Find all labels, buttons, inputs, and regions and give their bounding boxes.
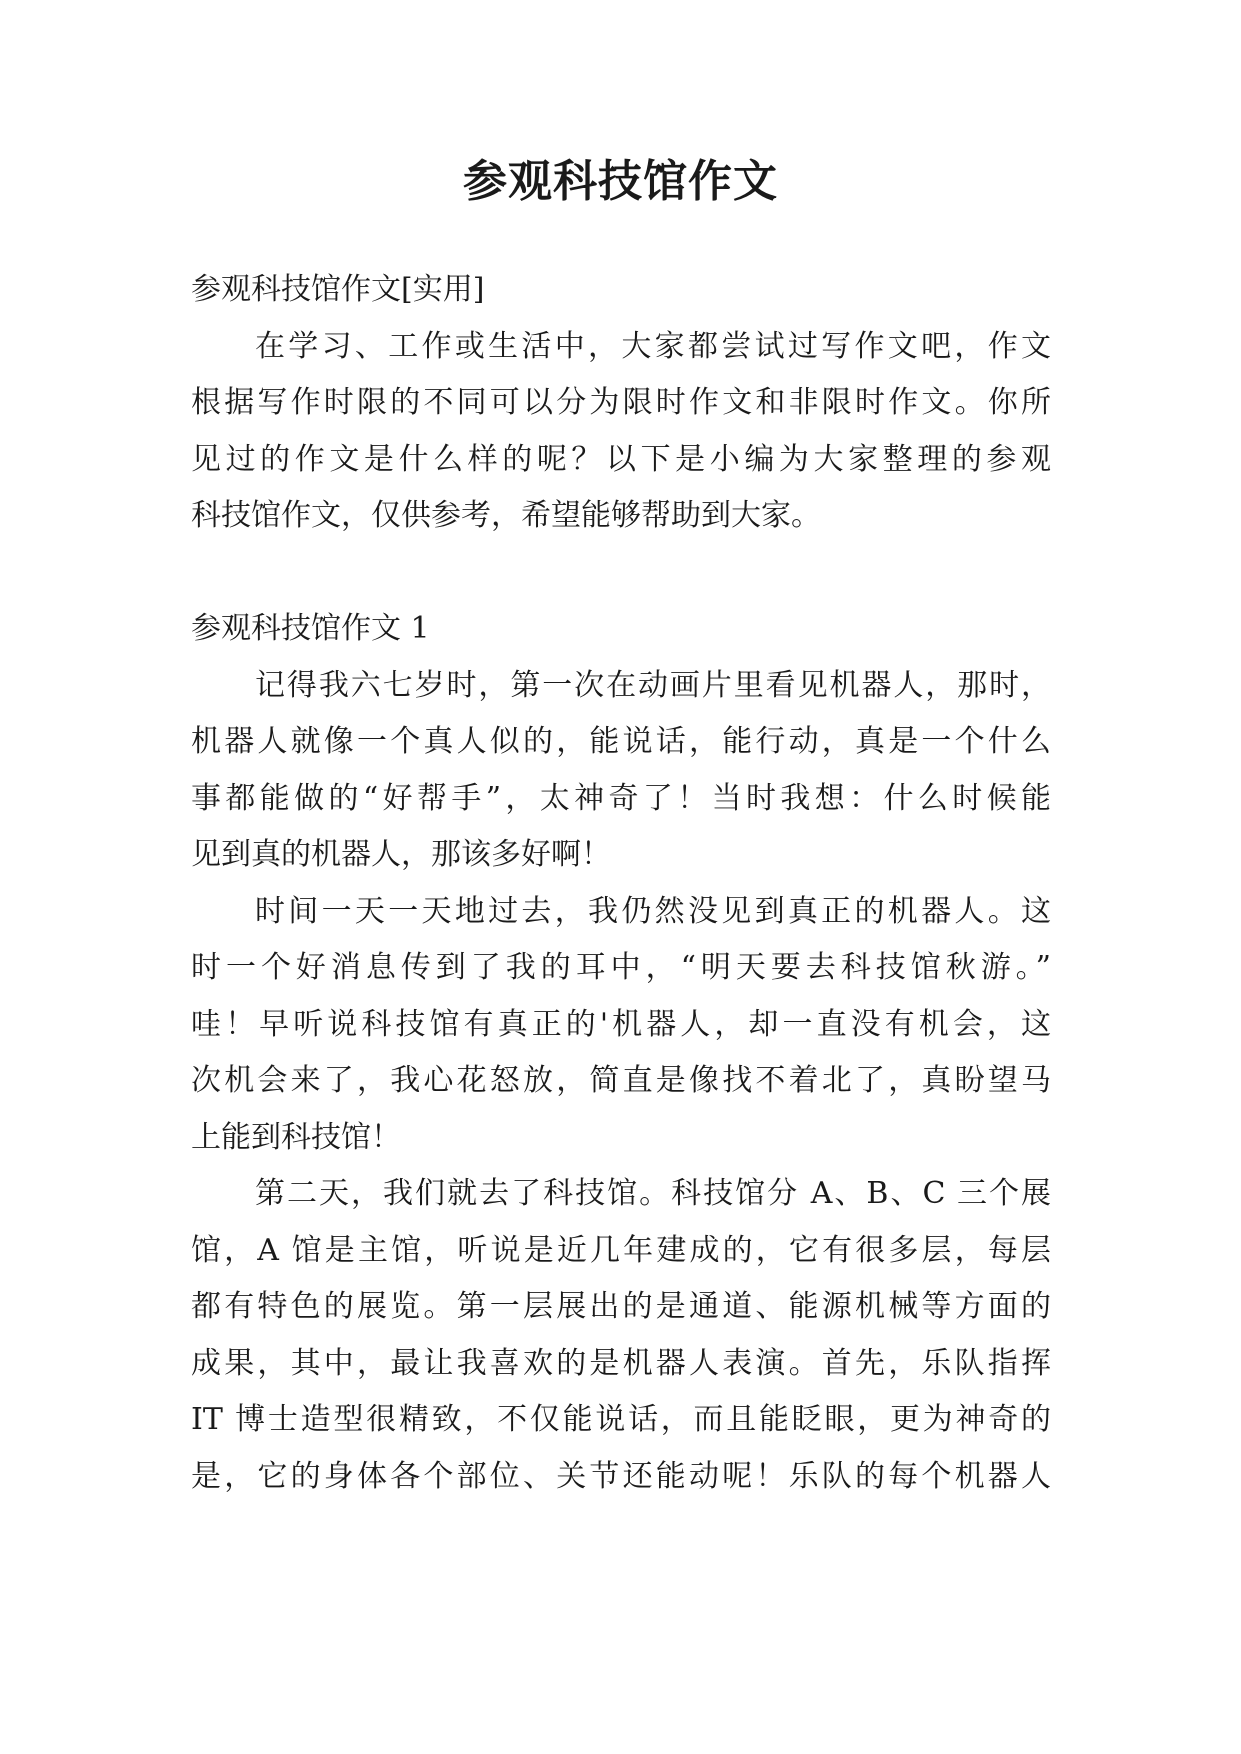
paragraph-line: 成果，其中，最让我喜欢的是机器人表演。首先，乐队指挥 <box>191 1345 1051 1381</box>
paragraph-line: 哇！早听说科技馆有真正的'机器人，却一直没有机会，这 <box>191 1006 1051 1042</box>
paragraph-line: 在学习、工作或生活中，大家都尝试过写作文吧，作文 <box>255 328 1051 364</box>
blank-line <box>191 545 1051 602</box>
body-paragraph-2 <box>191 884 1051 1167</box>
paragraph-line: 科技馆作文，仅供参考，希望能够帮助到大家。 <box>191 498 821 533</box>
body-paragraph-3 <box>191 1166 1051 1505</box>
paragraph-line: 是，它的身体各个部位、关节还能动呢！乐队的每个机器人 <box>191 1458 1051 1494</box>
paragraph-line: 根据写作时限的不同可以分为限时作文和非限时作文。你所 <box>191 385 1051 420</box>
paragraph-line: 机器人就像一个真人似的，能说话，能行动，真是一个什么 <box>191 724 1051 759</box>
paragraph-line: 馆，A 馆是主馆，听说是近几年建成的，它有很多层，每层 <box>191 1232 1051 1268</box>
document-title: 参观科技馆作文 <box>463 156 778 207</box>
section-heading: 参观科技馆作文 1 <box>191 611 430 646</box>
paragraph-line: 时一个好消息传到了我的耳中，“明天要去科技馆秋游。” <box>191 950 1051 985</box>
document-body <box>191 262 1051 1505</box>
paragraph-line: 见到真的机器人，那该多好啊！ <box>191 837 611 872</box>
paragraph-line: 记得我六七岁时，第一次在动画片里看见机器人，那时， <box>255 667 1051 703</box>
paragraph-line: IT 博士造型很精致，不仅能说话，而且能眨眼，更为神奇的 <box>191 1402 1051 1437</box>
intro-paragraph <box>191 319 1051 545</box>
paragraph-line: 次机会来了，我心花怒放，简直是像找不着北了，真盼望马 <box>191 1063 1051 1098</box>
document-subtitle: 参观科技馆作文[实用] <box>191 272 485 307</box>
paragraph-line: 事都能做的“好帮手”，太神奇了！当时我想：什么时候能 <box>191 780 1051 816</box>
paragraph-line: 都有特色的展览。第一层展出的是通道、能源机械等方面的 <box>191 1289 1051 1324</box>
paragraph-line: 第二天，我们就去了科技馆。科技馆分 A、B、C 三个展 <box>255 1176 1051 1211</box>
paragraph-line: 时间一天一天地过去，我仍然没见到真正的机器人。这 <box>255 893 1051 929</box>
body-paragraph-1 <box>191 658 1051 884</box>
paragraph-line: 上能到科技馆！ <box>191 1119 401 1155</box>
paragraph-line: 见过的作文是什么样的呢？以下是小编为大家整理的参观 <box>191 441 1051 477</box>
